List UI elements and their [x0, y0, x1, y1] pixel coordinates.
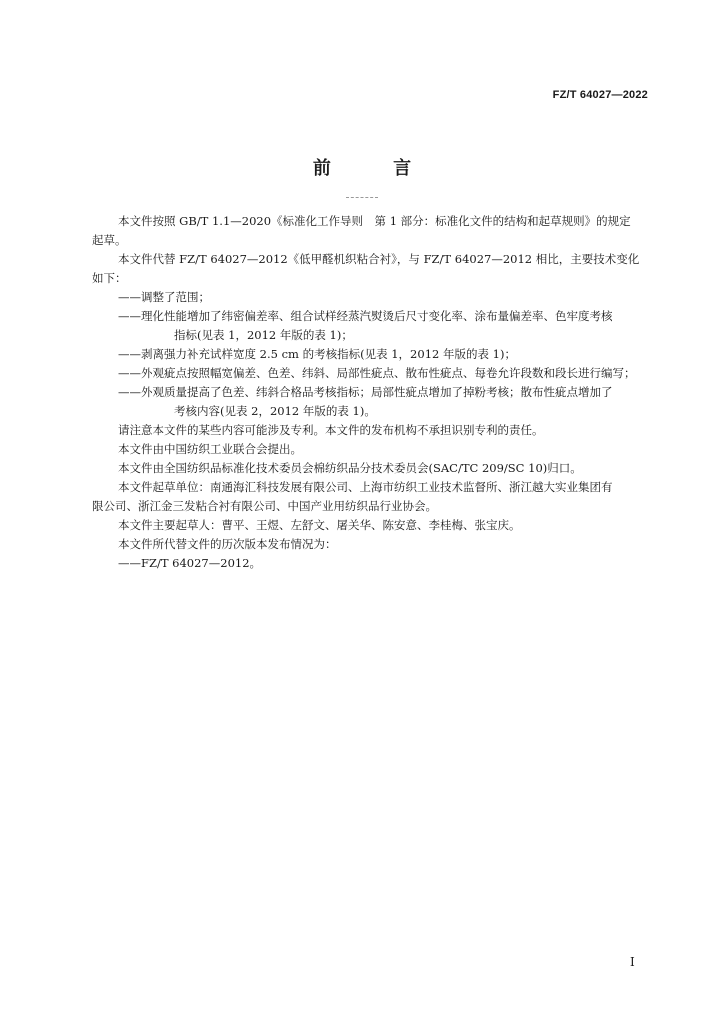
history-item	[118, 554, 654, 573]
list-item	[118, 383, 654, 421]
paragraph-patent-notice	[118, 421, 654, 440]
paragraph-line: 起草。	[92, 233, 127, 247]
paragraph-drafting-basis	[92, 212, 654, 250]
paragraph-line: 本文件由全国纺织品标准化技术委员会棉纺织品分技术委员会(SAC/TC 209/SC 10)归口。	[118, 461, 582, 475]
paragraph-drafting-units	[92, 478, 654, 516]
title-divider	[346, 197, 378, 198]
paragraph-line: 限公司、浙江金三发粘合衬有限公司、中国产业用纺织品行业协会。	[92, 499, 437, 513]
list-item-text: 考核内容(见表 2，2012 年版的表 1)。	[174, 404, 376, 418]
list-item-text: ——调整了范围；	[118, 290, 210, 304]
paragraph-line: 本文件所代替文件的历次版本发布情况为：	[118, 537, 337, 551]
paragraph-replacement	[92, 250, 654, 288]
paragraph-drafters	[118, 516, 654, 535]
history-item-text: ——FZ/T 64027—2012。	[118, 556, 262, 570]
paragraph-history-intro	[118, 535, 654, 554]
list-item	[118, 307, 654, 345]
paragraph-line: 本文件由中国纺织工业联合会提出。	[118, 442, 302, 456]
list-item	[118, 288, 654, 307]
standard-code: FZ/T 64027—2022	[552, 89, 648, 101]
list-item-text: ——剥离强力补充试样宽度 2.5 cm 的考核指标(见表 1，2012 年版的表 1)；	[118, 347, 516, 361]
paragraph-line: 请注意本文件的某些内容可能涉及专利。本文件的发布机构不承担识别专利的责任。	[118, 423, 544, 437]
paragraph-line: 本文件代替 FZ/T 64027—2012《低甲醛机织粘合衬》，与 FZ/T 64027—2012 相比，主要技术变化	[118, 252, 640, 266]
list-item-text: ——外观质量提高了色差、纬斜合格品考核指标；局部性疵点增加了掉粉考核；散布性疵点增加了	[118, 385, 613, 399]
page-title: 前 言	[312, 158, 440, 179]
list-item-text: ——理化性能增加了纬密偏差率、组合试样经蒸汽熨烫后尺寸变化率、涂布量偏差率、色牢度考核	[118, 309, 613, 323]
paragraph-administrator	[118, 459, 654, 478]
paragraph-line: 本文件主要起草人：曹平、王煜、左舒文、屠关华、陈安意、李桂梅、张宝庆。	[118, 518, 521, 532]
paragraph-line: 本文件起草单位：南通海汇科技发展有限公司、上海市纺织工业技术监督所、浙江越大实业集团有	[118, 480, 613, 494]
paragraph-proposer	[118, 440, 654, 459]
list-item-text: 指标(见表 1，2012 年版的表 1)；	[174, 328, 353, 342]
list-item-text: ——外观疵点按照幅宽偏差、色差、纬斜、局部性疵点、散布性疵点、每卷允许段数和段长进行编写；	[118, 366, 636, 380]
list-item	[118, 364, 654, 383]
paragraph-line: 本文件按照 GB/T 1.1—2020《标准化工作导则 第 1 部分：标准化文件的结构和起草规则》的规定	[118, 214, 631, 228]
paragraph-line: 如下：	[92, 271, 127, 285]
document-body	[92, 212, 654, 573]
page-number: I	[630, 955, 635, 969]
list-item	[118, 345, 654, 364]
